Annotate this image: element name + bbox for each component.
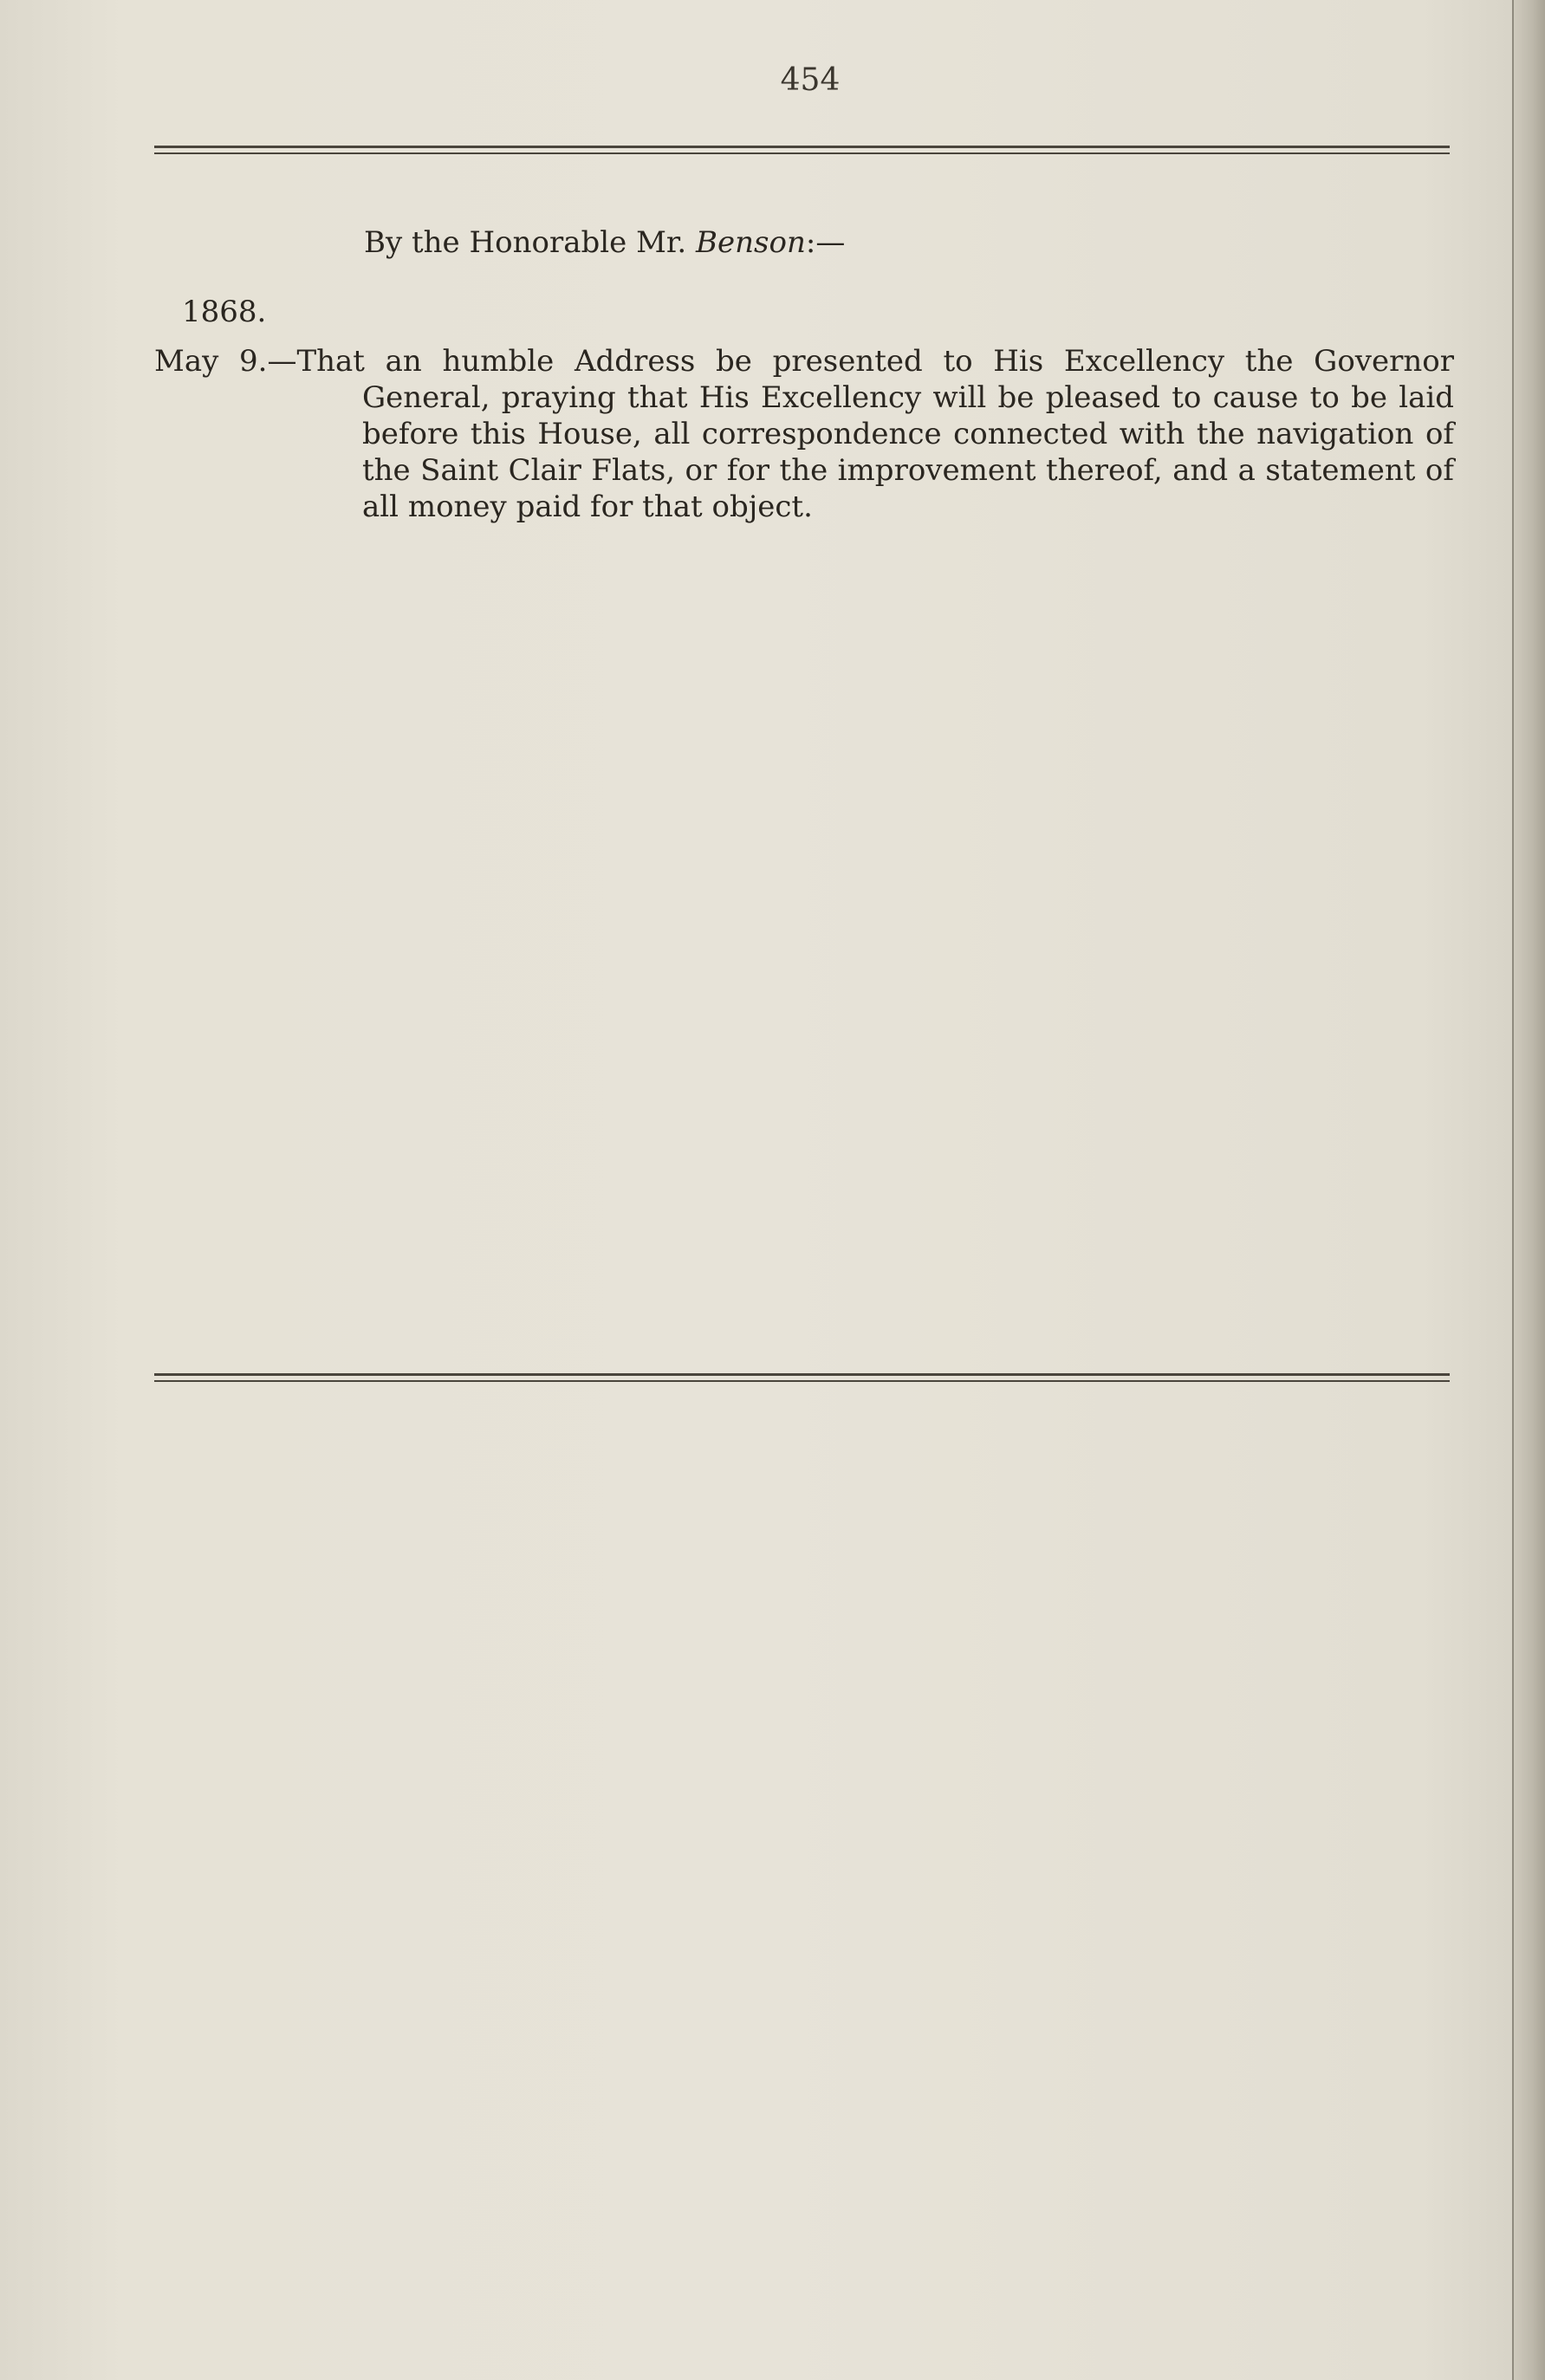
bleed-through-heading xyxy=(520,269,542,342)
page-spine-edge xyxy=(1512,0,1545,2380)
mover-prefix: By the Honorable Mr. xyxy=(364,225,687,260)
motion-date: May 9. xyxy=(154,344,268,379)
mover-name: Benson xyxy=(696,225,806,260)
page-number: 454 xyxy=(780,62,841,98)
year-label: 1868. xyxy=(182,295,267,329)
motion-body: —That an humble Address be presented to His Excellency the Governor General, praying that His Excellency will be pleased to cause to be laid before this House, all correspondence connected with the navigation of the Saint Clair Flats, or for the improvement thereof, and a statement of all money paid for that object. xyxy=(267,344,1455,524)
mover-suffix: :— xyxy=(805,225,846,260)
mover-line xyxy=(364,224,845,262)
motion-paragraph xyxy=(154,343,1455,525)
top-double-rule xyxy=(154,146,1450,156)
bottom-double-rule xyxy=(154,1373,1450,1384)
motion-entry xyxy=(154,343,1454,525)
